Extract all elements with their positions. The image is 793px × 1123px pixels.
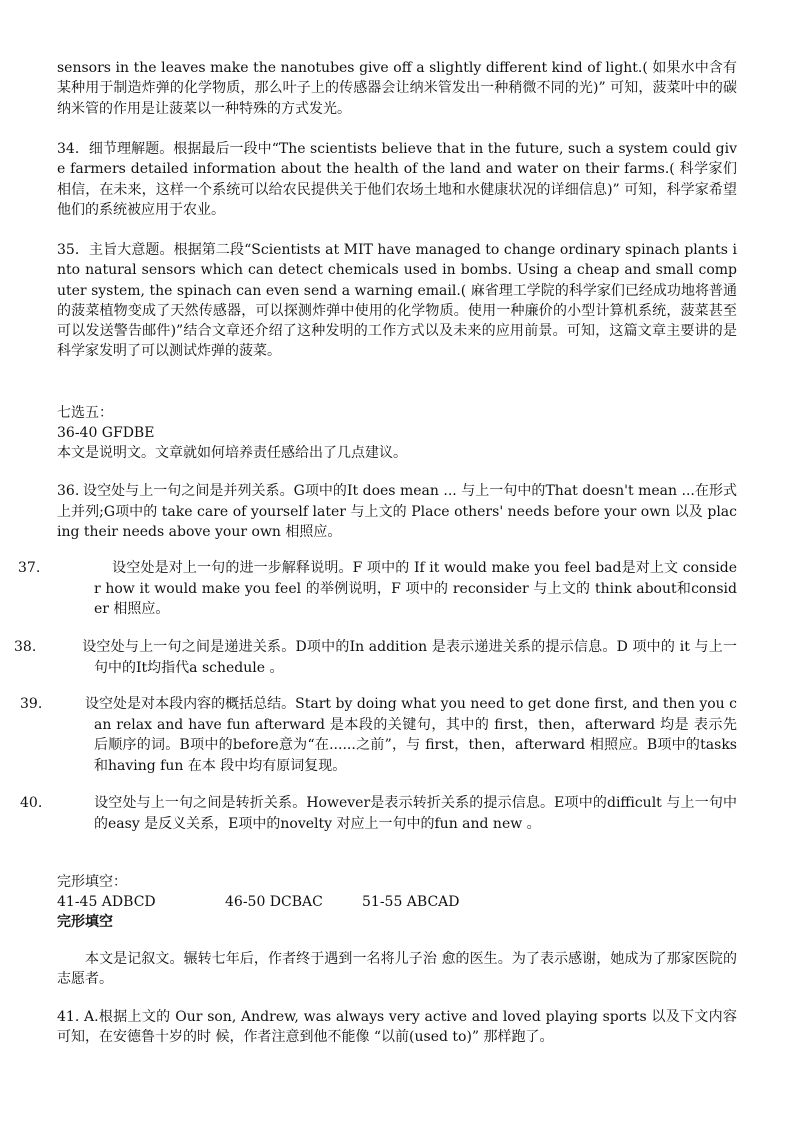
paragraph-answer-35: 35．主旨大意题。根据第二段“Scientists at MIT have managed to change ordinary spinach plants into natural sensors which can detect chemicals used in bombs. Using a cheap and small computer system, the spinach can even send a warning email.( 麻省理工学院的科学家们已经成功地将普通的菠菜植物变成了天然传感器，可以探测炸弹中使用的化学物质。使用一种廉价的小型计算机系统，菠菜甚至可以发送警告邮件)”结合文章还介绍了这种发明的工作方式以及未来的应用前景。可知，这篇文章主要讲的是科学家发明了可以测试炸弹的菠菜。 bbox=[57, 242, 737, 360]
item-number-36: 36. bbox=[57, 483, 80, 499]
item-number-40: 40. bbox=[20, 795, 43, 811]
answer-key-46-50: 46-50 DCBAC bbox=[225, 894, 323, 910]
answer-key-51-55: 51-55 ABCAD bbox=[362, 894, 460, 910]
item-number-38: 38. bbox=[14, 639, 37, 655]
explanation-38-text: 设空处与上一句之间是递进关系。D项中的In addition 是表示递进关系的提示信息。D 项中的 it 与上一句中的It均指代a schedule 。 bbox=[82, 639, 737, 676]
passage-summary-cloze: 本文是记叙文。辗转七年后，作者终于遇到一名将儿子治 愈的医生。为了表示感谢，她成为了那家医院的志愿者。 bbox=[57, 951, 737, 988]
cloze-answer-key-row bbox=[57, 892, 737, 912]
paragraph-answer-34: 34．细节理解题。根据最后一段中“The scientists believe that in the future, such a system could give farmers detailed information about the health of the land and water on their farms.( 科学家们相信，在未来，这样一个系统可以给农民提供关于他们农场土地和水健康状况的详细信息)” 可知，科学家希望他们的系统被应用于农业。 bbox=[57, 141, 737, 218]
explanation-37-text: 设空处是对上一句的进一步解释说明。F 项中的 If it would make you feel bad是对上文 consider how it would make you feel 的举例说明，F 项中的 reconsider 与上文的 think about和consider 相照应。 bbox=[94, 560, 737, 618]
section-heading-cloze: 完形填空： bbox=[57, 874, 127, 890]
paragraph-intro-continuation: sensors in the leaves make the nanotubes give off a slightly different kind of light.( 如果水中含有某种用于制造炸弹的化学物质，那么叶子上的传感器会让纳米管发出一种稍微不同的光)” 可知，菠菜叶中的碳纳米管的作用是让菠菜以一种特殊的方式发光。 bbox=[57, 60, 737, 117]
section-heading-seven-choose-five: 七选五： bbox=[57, 405, 113, 421]
answer-key-41-45: 41-45 ADBCD bbox=[57, 894, 156, 910]
explanation-39-text: 设空处是对本段内容的概括总结。Start by doing what you need to get done first, and then you can relax and have fun afterward 是本段的关键句，其中的 first，then，afterward 均是 表示先后顺序的词。B项中的before意为“在......之前”，与 first，then，afterward 相照应。B项中的tasks和having fun 在本 段中均有原词复现。 bbox=[85, 696, 737, 774]
explanation-36-text: 设空处与上一句之间是并列关系。G项中的It does mean ... 与上一句中的That doesn't mean ...在形式上并列;G项中的 take care of yourself later 与上文的 Place others' needs before your own 以及 placing their needs above your own 相照应。 bbox=[57, 483, 737, 541]
explanation-40 bbox=[20, 793, 737, 834]
cloze-bold-heading: 完形填空 bbox=[57, 914, 113, 930]
explanation-36 bbox=[57, 481, 737, 543]
item-number-37: 37. bbox=[18, 560, 41, 576]
explanation-38 bbox=[14, 637, 737, 678]
explanation-37 bbox=[18, 558, 737, 620]
explanation-39 bbox=[20, 694, 737, 776]
explanation-40-text: 设空处与上一句之间是转折关系。However是表示转折关系的提示信息。E项中的difficult 与上一句中的easy 是反义关系，E项中的novelty 对应上一句中的fun and new 。 bbox=[94, 795, 737, 832]
explanation-41: 41. A.根据上文的 Our son, Andrew, was always very active and loved playing sports 以及下文内容可知，在安德鲁十岁的时 候，作者注意到他不能像 “以前(used to)” 那样跑了。 bbox=[57, 1009, 737, 1046]
item-number-39: 39. bbox=[20, 696, 43, 712]
answer-key-36-40: 36-40 GFDBE bbox=[57, 425, 155, 441]
passage-summary-seven-choose-five: 本文是说明文。文章就如何培养责任感给出了几点建议。 bbox=[57, 445, 407, 461]
